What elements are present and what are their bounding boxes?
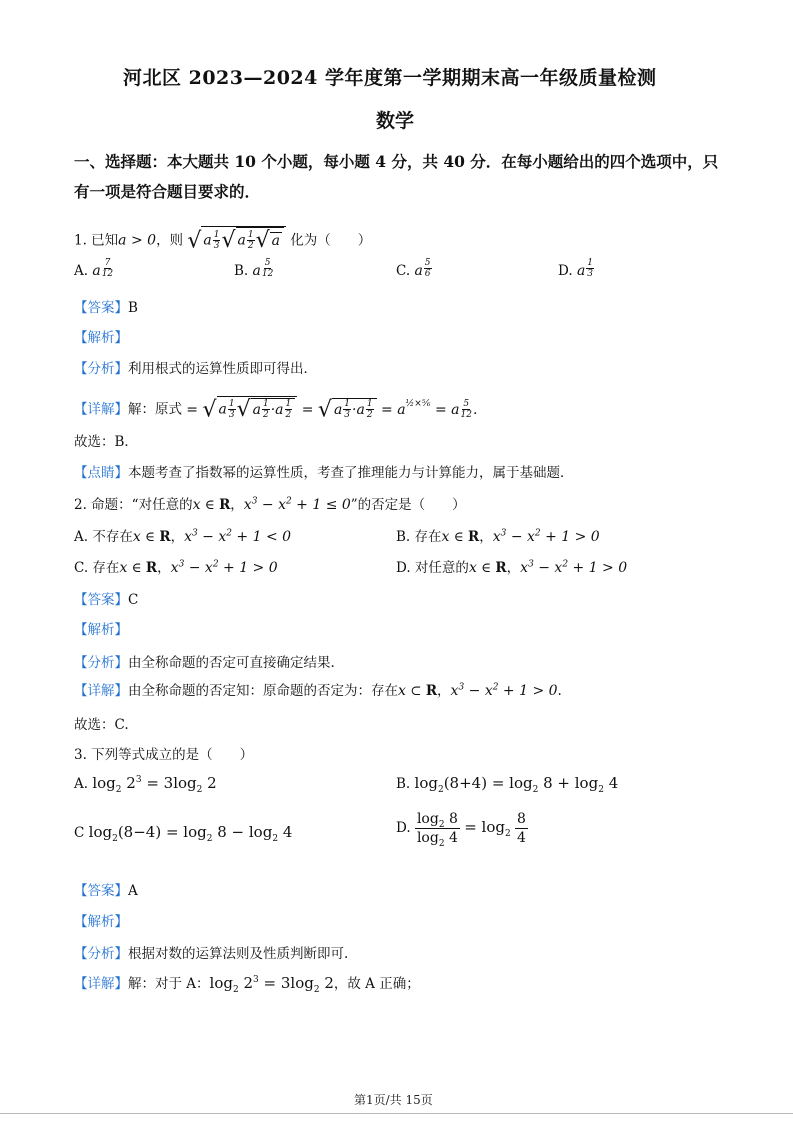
q1-option-d: D. a $\frac{1}{3}$	[558, 258, 594, 279]
q3-analysis-tag: 【解析】	[74, 914, 128, 930]
q1-choose: 故选：B．	[74, 434, 138, 450]
q2-stem: 2. 命题：“对任意的x ∈ R，$x^3 - x^2 + 1 \le 0$”的否定是（ ）	[74, 496, 466, 513]
q1-fenxi: 【分析】利用根式的运算性质即可得出．	[74, 361, 317, 377]
q2-choose: 故选：C.	[74, 717, 129, 733]
q1-dianjing: 【点睛】本题考查了指数幂的运算性质，考查了推理能力与计算能力，属于基础题．	[74, 465, 574, 481]
q2-option-d: D. 对任意的x ∈ R，$x^3 - x^2 + 1 > 0$	[396, 559, 628, 576]
q1-answer: 【答案】B	[74, 300, 138, 316]
footer-divider	[0, 1113, 793, 1114]
q3-option-c: C $\log_2(8-4) = \log_2 8 - \log_2 4$	[74, 823, 293, 844]
q3-fenxi: 【分析】根据对数的运算法则及性质判断即可.	[74, 946, 349, 962]
q3-option-a: A. $\log_2 2^3 = 3\log_2$ 2	[74, 774, 217, 795]
q1-stem-c: 化为（ ）	[290, 232, 372, 249]
q1-stem	[74, 226, 371, 253]
q1-option-a: A. a $\frac{7}{12}$	[74, 258, 114, 279]
q1-radical-expression: √ a $\frac{1}{3}$ √ a $\frac{1}{2}$ √ a	[187, 233, 286, 249]
q1-stem-a: 1. 已知	[74, 232, 119, 249]
page-number: 第1页/共 15页	[354, 1093, 433, 1107]
q1-stem-b: ，则	[156, 232, 184, 249]
q1-condition: a > 0	[118, 232, 157, 249]
q2-option-b: B. 存在x ∈ R，$x^3 - x^2 + 1 > 0$	[396, 528, 600, 545]
q3-xiangjie: 【详解】解：对于 A：$\log_2 2^3 = 3\log_2$ 2，故 A 正确；	[74, 974, 420, 995]
q3-option-b: B. $\log_2(8+4) = \log_2 8 + \log_2 4$	[396, 774, 619, 795]
section-header-line1: 一、选择题：本大题共 10 个小题，每小题 4 分，共 40 分．在每小题给出的四个选项中，只	[74, 152, 719, 171]
q1-solution-expression: = √ a $\frac{1}{3}$ √ a $\frac{1}{2}$ ·a $\frac{1}{2}$ = √ a $\frac{1}{3}$ ·a $\frac{1}{2}$ = $a^{\frac{1}{2}\times\frac{5}{6}} = a$ $\frac{5}{12}$ .	[186, 397, 478, 422]
q3-option-d: D. $\frac{\log_2 8}{\log_2 4}$ = $\log_2$ $\frac{8}{4}$	[396, 811, 526, 849]
q3-answer: 【答案】A	[74, 883, 138, 899]
page-title: 河北区 2023—2024 学年度第一学期期末高一年级质量检测	[123, 67, 657, 89]
q1-xiangjie: 【详解】解：原式 = √ a $\frac{1}{3}$ √ a $\frac{1}{2}$ ·a $\frac{1}{2}$ = √ a $\frac{1}{3}$ ·a $\frac{1}{2}$ = $a^{\frac{1}{2}\times\frac{5}{6}} = a$ $\frac{5}{12}$ .	[74, 397, 478, 422]
q2-option-a: A. 不存在x ∈ R，$x^3 - x^2 + 1 < 0$	[74, 528, 292, 545]
q2-fenxi: 【分析】由全称命题的否定可直接确定结果.	[74, 655, 335, 671]
q1-analysis-tag: 【解析】	[74, 330, 128, 346]
q1-option-c: C. a $\frac{5}{6}$	[396, 258, 431, 279]
q2-answer: 【答案】C	[74, 592, 139, 608]
q3-stem: 3. 下列等式成立的是（ ）	[74, 747, 254, 763]
q2-xiangjie: 【详解】由全称命题的否定知：原命题的否定为：存在x ⊂ R，$x^3 - x^2 + 1 > 0$.	[74, 682, 562, 699]
section-header-line2: 有一项是符合题目要求的．	[74, 182, 261, 201]
q1-option-b: B. a $\frac{5}{12}$	[234, 258, 274, 279]
q2-analysis-tag: 【解析】	[74, 622, 128, 638]
q2-option-c: C. 存在x ∈ R，$x^3 - x^2 + 1 > 0$	[74, 559, 278, 576]
page-subtitle: 数学	[376, 110, 415, 132]
